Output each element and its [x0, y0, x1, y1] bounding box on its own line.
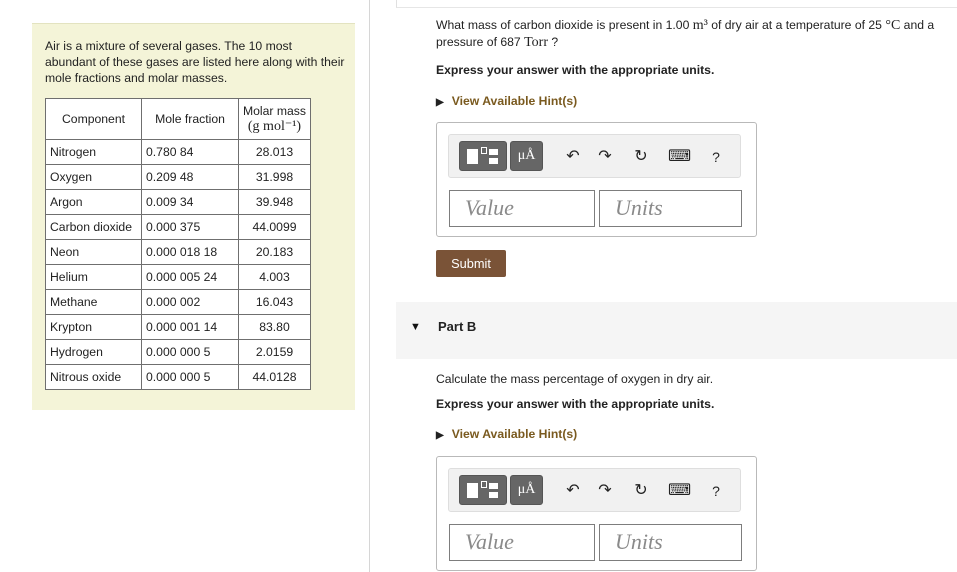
panel-divider [369, 0, 370, 572]
cell-mole-fraction: 0.000 000 5 [142, 340, 239, 365]
undo-icon[interactable]: ↶ [566, 148, 580, 165]
table-header-row [46, 99, 311, 140]
redo-icon[interactable]: ↷ [598, 148, 612, 165]
reset-icon[interactable]: ↻ [634, 482, 648, 499]
submit-button[interactable]: Submit [436, 250, 506, 277]
cell-molar-mass: 2.0159 [239, 340, 311, 365]
units-button[interactable] [510, 475, 543, 505]
table-row [46, 190, 311, 215]
cell-mole-fraction: 0.009 34 [142, 190, 239, 215]
cell-molar-mass: 44.0099 [239, 215, 311, 240]
questions-panel [396, 0, 957, 572]
cell-mole-fraction: 0.000 000 5 [142, 365, 239, 390]
cell-molar-mass: 20.183 [239, 240, 311, 265]
part-a-question [436, 17, 951, 51]
part-b-question: Calculate the mass percentage of oxygen in dry air. [436, 372, 714, 386]
table-row [46, 165, 311, 190]
question-pressure-unit: Torr [524, 35, 548, 50]
cell-component: Argon [46, 190, 142, 215]
cell-mole-fraction: 0.000 002 [142, 290, 239, 315]
part-a-hint-link[interactable] [436, 94, 577, 108]
help-icon[interactable]: ? [712, 149, 720, 165]
cell-molar-mass: 31.998 [239, 165, 311, 190]
expand-caret-icon: ▶ [436, 430, 444, 441]
units-button[interactable] [510, 141, 543, 171]
cell-component: Carbon dioxide [46, 215, 142, 240]
cell-component: Oxygen [46, 165, 142, 190]
collapse-caret-icon: ▼ [410, 321, 421, 333]
part-b-hint-link[interactable] [436, 427, 577, 441]
expand-caret-icon: ▶ [436, 97, 444, 108]
table-row [46, 290, 311, 315]
table-row [46, 140, 311, 165]
table-row [46, 365, 311, 390]
cell-component: Hydrogen [46, 340, 142, 365]
answer-toolbar [448, 134, 741, 178]
units-input[interactable]: Units [599, 524, 742, 561]
units-icon: μÅ [517, 148, 536, 163]
value-input[interactable]: Value [449, 524, 595, 561]
question-temp-unit: °C [885, 18, 901, 33]
part-b-header[interactable] [396, 302, 957, 359]
cell-mole-fraction: 0.209 48 [142, 165, 239, 190]
part-b-answer-box [436, 456, 757, 571]
part-b-label: Part B [438, 319, 477, 334]
part-a-instruction: Express your answer with the appropriate units. [436, 63, 715, 77]
gas-data-panel [32, 23, 355, 410]
cell-component: Nitrogen [46, 140, 142, 165]
undo-icon[interactable]: ↶ [566, 482, 580, 499]
redo-icon[interactable]: ↷ [598, 482, 612, 499]
cell-molar-mass: 28.013 [239, 140, 311, 165]
keyboard-icon[interactable]: ⌨ [668, 482, 692, 499]
header-mole-fraction: Mole fraction [142, 99, 239, 140]
table-row [46, 215, 311, 240]
cell-component: Krypton [46, 315, 142, 340]
cell-mole-fraction: 0.000 005 24 [142, 265, 239, 290]
templates-button[interactable] [459, 141, 507, 171]
header-molar-mass-label: Molar mass [243, 103, 306, 118]
table-row [46, 315, 311, 340]
templates-button[interactable] [459, 475, 507, 505]
gas-table [45, 98, 311, 390]
part-b-instruction: Express your answer with the appropriate units. [436, 397, 715, 411]
table-row [46, 265, 311, 290]
part-a-header-edge [396, 0, 957, 8]
cell-mole-fraction: 0.000 018 18 [142, 240, 239, 265]
cell-molar-mass: 4.003 [239, 265, 311, 290]
header-molar-mass-unit: (g mol⁻¹) [247, 118, 302, 134]
cell-component: Nitrous oxide [46, 365, 142, 390]
units-icon: μÅ [517, 482, 536, 497]
cell-molar-mass: 83.80 [239, 315, 311, 340]
question-text: and a pressure of 687 [436, 18, 935, 49]
cell-molar-mass: 39.948 [239, 190, 311, 215]
hint-link-label: View Available Hint(s) [451, 94, 578, 108]
question-text: of dry air at a temperature of 25 [707, 18, 886, 32]
help-icon[interactable]: ? [712, 483, 720, 499]
question-text: ? [547, 35, 559, 49]
cell-mole-fraction: 0.000 375 [142, 215, 239, 240]
reset-icon[interactable]: ↻ [634, 148, 648, 165]
cell-molar-mass: 44.0128 [239, 365, 311, 390]
table-row [46, 240, 311, 265]
cell-mole-fraction: 0.000 001 14 [142, 315, 239, 340]
cell-molar-mass: 16.043 [239, 290, 311, 315]
units-input[interactable]: Units [599, 190, 742, 227]
cell-component: Neon [46, 240, 142, 265]
answer-toolbar [448, 468, 741, 512]
keyboard-icon[interactable]: ⌨ [668, 148, 692, 165]
cell-component: Helium [46, 265, 142, 290]
cell-component: Methane [46, 290, 142, 315]
value-input[interactable]: Value [449, 190, 595, 227]
header-component: Component [46, 99, 142, 140]
cell-mole-fraction: 0.780 84 [142, 140, 239, 165]
part-a-answer-box [436, 122, 757, 237]
intro-text: Air is a mixture of several gases. The 10 most abundant of these gases are listed here along with their mole fractions and molar masses. [45, 39, 345, 85]
table-row [46, 340, 311, 365]
hint-link-label: View Available Hint(s) [451, 427, 578, 441]
header-molar-mass [239, 99, 311, 140]
question-text: What mass of carbon dioxide is present in 1.00 [436, 18, 693, 32]
question-volume-unit: m³ [692, 18, 708, 33]
